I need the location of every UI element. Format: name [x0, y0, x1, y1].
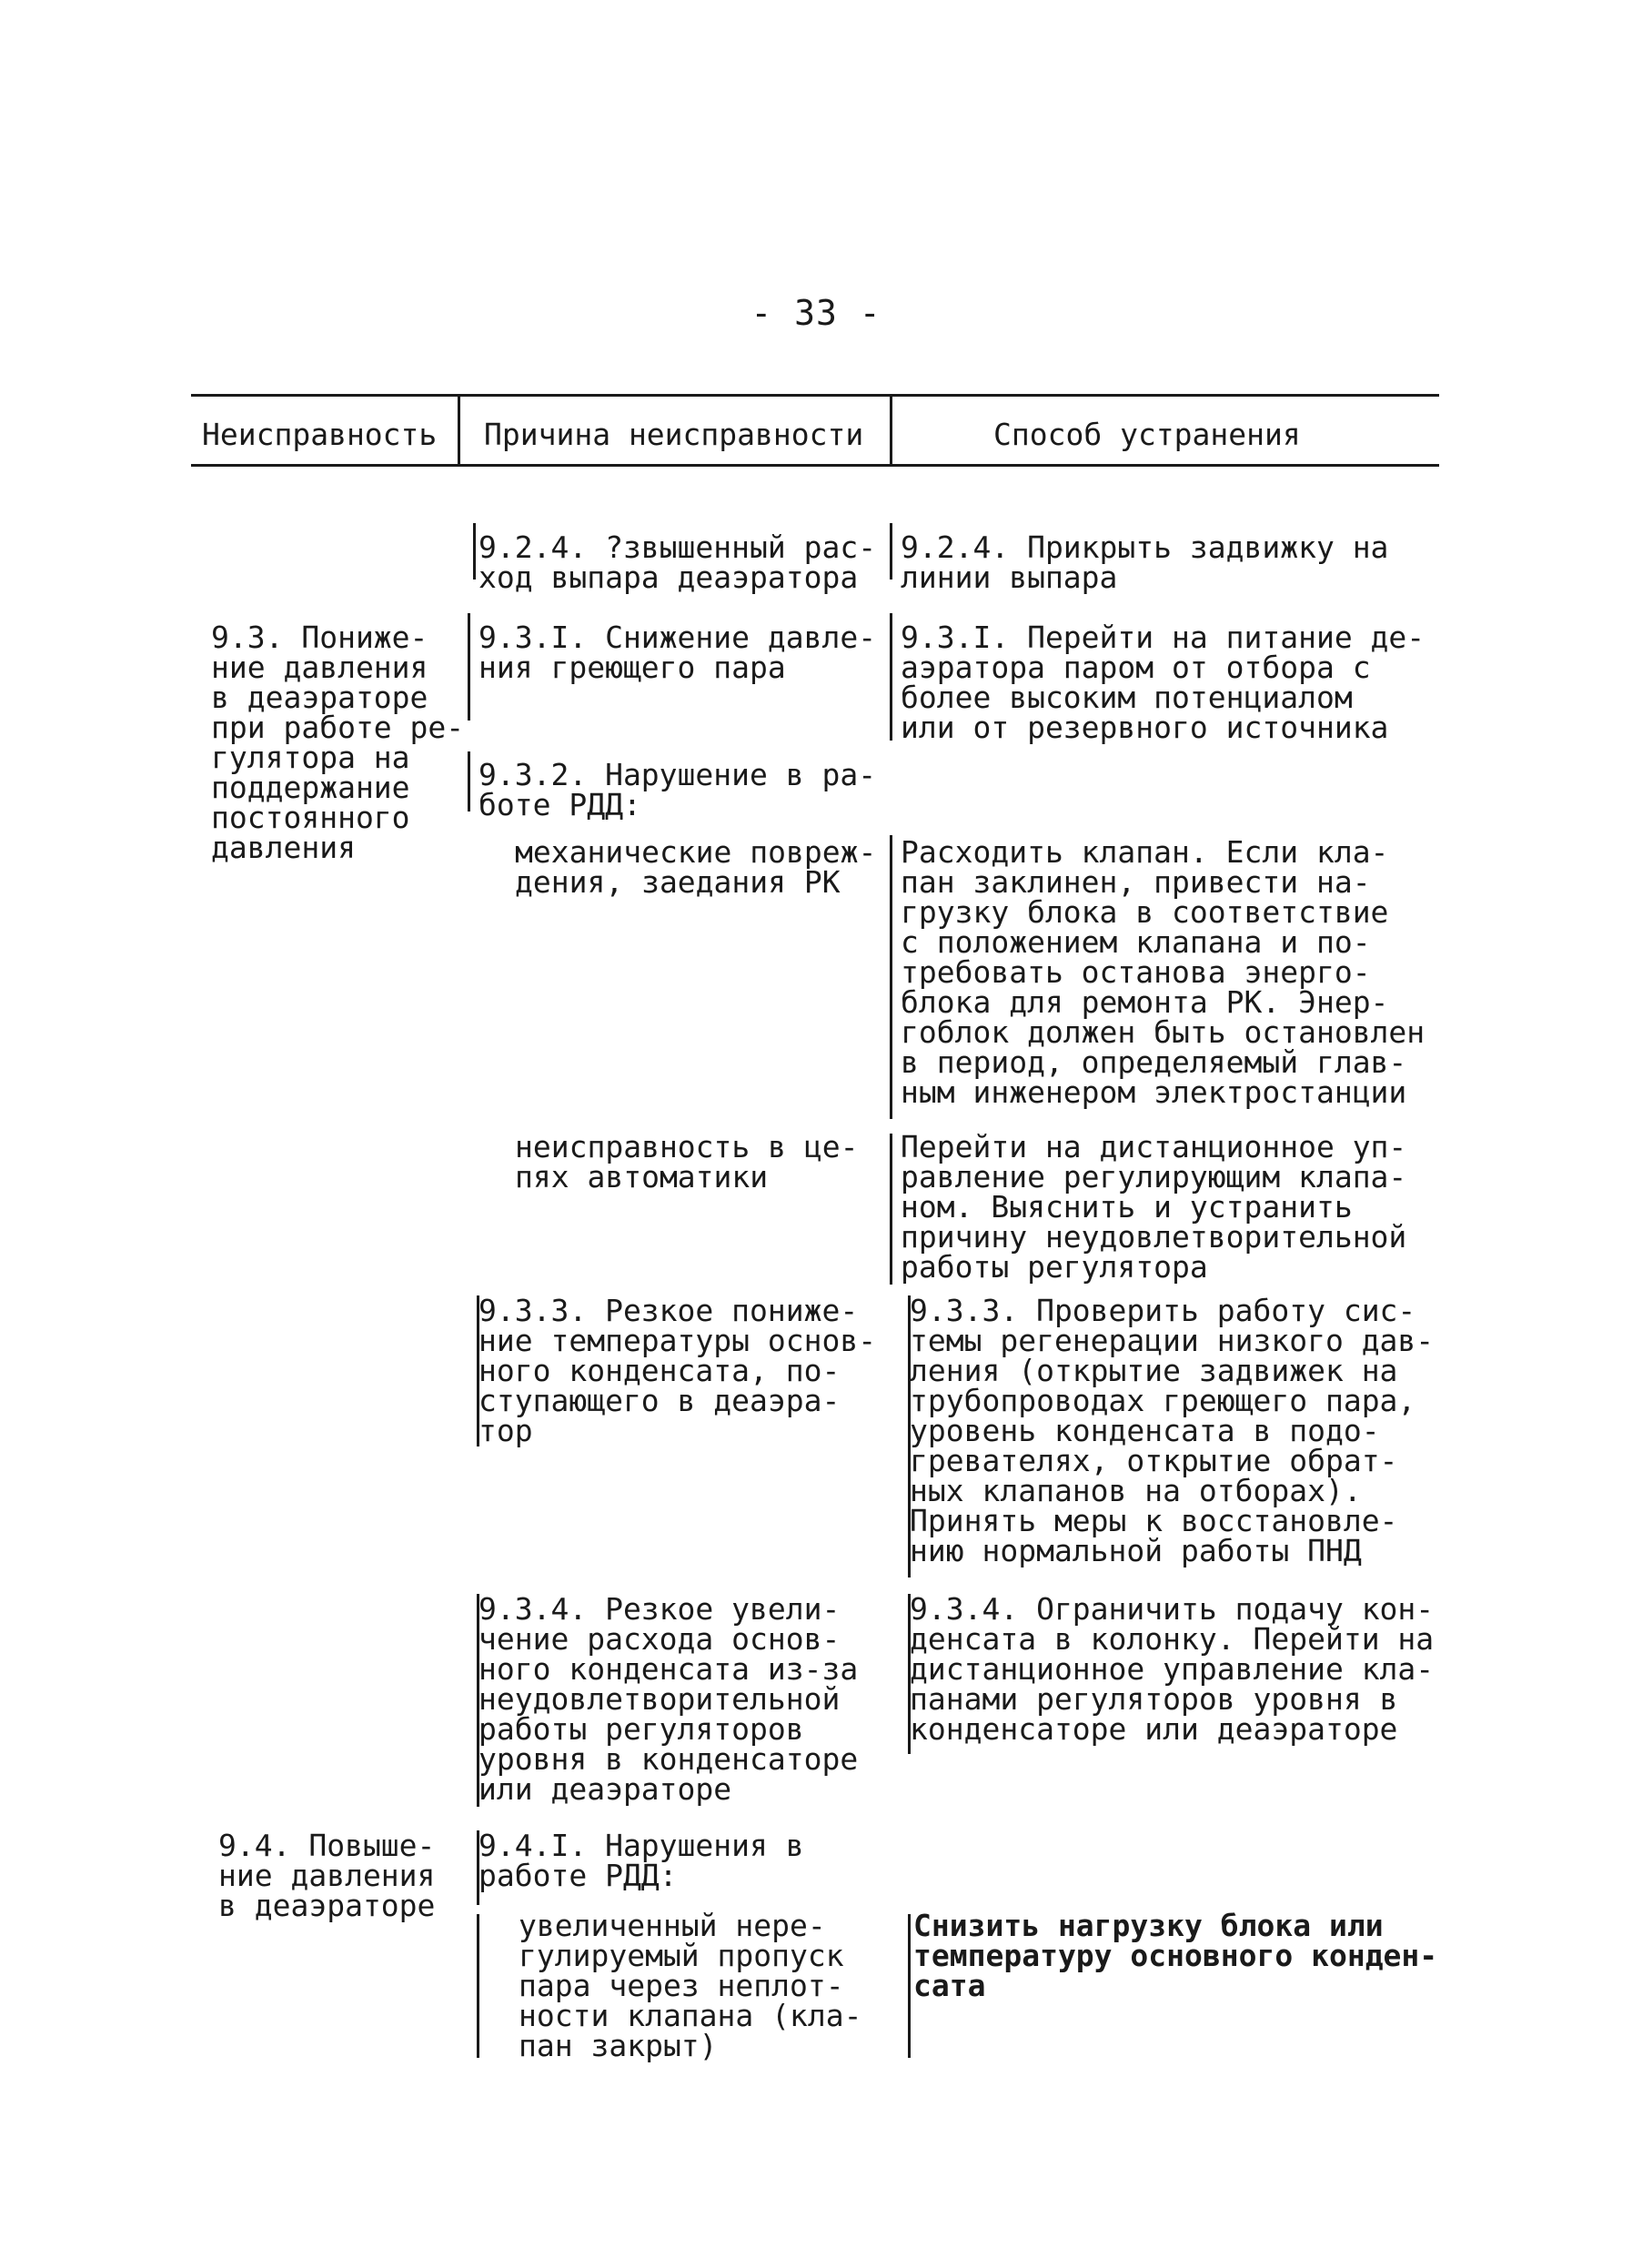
header-column-divider-1	[458, 394, 460, 467]
cause-9-4-1-leakage: увеличенный нере- гулируемый пропуск пара через неплот- ности клапана (кла- пан закрыт)	[519, 1908, 862, 2063]
remedy-9-3-4: 9.3.4. Ограничить подачу кон- денсата в колонку. Перейти на дистанционное управление кла- панами регуляторов уровня в конденсаторе или деаэраторе	[910, 1591, 1435, 1747]
cause-9-3-2-mechanical: механические повреж- дения, заедания РК	[515, 834, 877, 900]
cause-9-3-4: 9.3.4. Резкое увели- чение расхода основ- ного конденсата из-за неудовлетворительной работы регуляторов уровня в конденсаторе или деаэраторе	[479, 1591, 859, 1807]
cause-9-4-1: 9.4.I. Нарушения в работе РДД:	[479, 1828, 804, 1893]
table-top-rule	[191, 394, 1439, 397]
header-fault: Неисправность	[202, 417, 438, 452]
remedy-9-2-4: 9.2.4. Прикрыть задвижку на линии выпара	[901, 529, 1389, 595]
cause-9-3-1: 9.3.I. Снижение давле- ния греющего пара	[479, 620, 877, 685]
remedy-9-3-3: 9.3.3. Проверить работу сис- темы регенерации низкого дав- ления (открытие задвижек на трубопроводах греющего пара, уровень конденсата в подо- гревателях, открытие обрат- ных клапанов на отборах). Принять меры к восстановле- нию нормальной работы ПНД	[910, 1293, 1435, 1568]
page-number: - 33 -	[751, 293, 881, 333]
divider-cause-segment-2	[468, 613, 470, 721]
cause-9-3-2: 9.3.2. Нарушение в ра- боте РДД:	[479, 757, 877, 822]
divider-remedy-segment-2	[890, 613, 892, 741]
remedy-9-4-1-leakage: Снизить нагрузку блока или температуру основного конден- сата	[913, 1908, 1438, 2003]
divider-cause-segment-7	[477, 1914, 479, 2058]
remedy-9-3-2-mechanical: Расходить клапан. Если кла- пан заклинен, привести на- грузку блока в соответствие с положением клапана и по- требовать останова энерго- блока для ремонта РК. Энер- гоблок должен быть остановлен в период, определяемый глав- ным инженером электростанции	[901, 834, 1425, 1110]
divider-remedy-segment-4	[890, 1134, 892, 1285]
fault-9-4: 9.4. Повыше- ние давления в деаэраторе	[218, 1828, 436, 1923]
divider-cause-segment-1	[473, 523, 476, 580]
remedy-9-3-2-automatics: Перейти на дистанционное уп- равление регулирующим клапа- ном. Выяснить и устранить причину неудовлетворительной работы регулятора	[901, 1129, 1407, 1285]
divider-remedy-segment-7	[908, 1914, 911, 2058]
header-cause: Причина неисправности	[484, 417, 864, 452]
header-remedy: Способ устранения	[993, 417, 1301, 452]
divider-remedy-segment-3	[890, 835, 892, 1119]
divider-remedy-segment-1	[890, 523, 892, 580]
fault-9-3: 9.3. Пониже- ние давления в деаэраторе при работе ре- гулятора на поддержание постоянного давления	[211, 620, 465, 865]
cause-9-3-2-automatics: неисправность в це- пях автоматики	[515, 1129, 859, 1194]
cause-9-3-3: 9.3.3. Резкое пониже- ние температуры основ- ного конденсата, по- ступающего в деаэра- тор	[479, 1293, 877, 1448]
header-column-divider-2	[890, 394, 892, 467]
divider-cause-segment-3	[468, 751, 470, 811]
remedy-9-3-1: 9.3.I. Перейти на питание де- аэратора паром от отбора с более высоким потенциалом или от резервного источника	[901, 620, 1425, 745]
table-header-rule	[191, 464, 1439, 467]
cause-9-2-4: 9.2.4. ?звышенный рас- ход выпара деаэратора	[479, 529, 877, 595]
